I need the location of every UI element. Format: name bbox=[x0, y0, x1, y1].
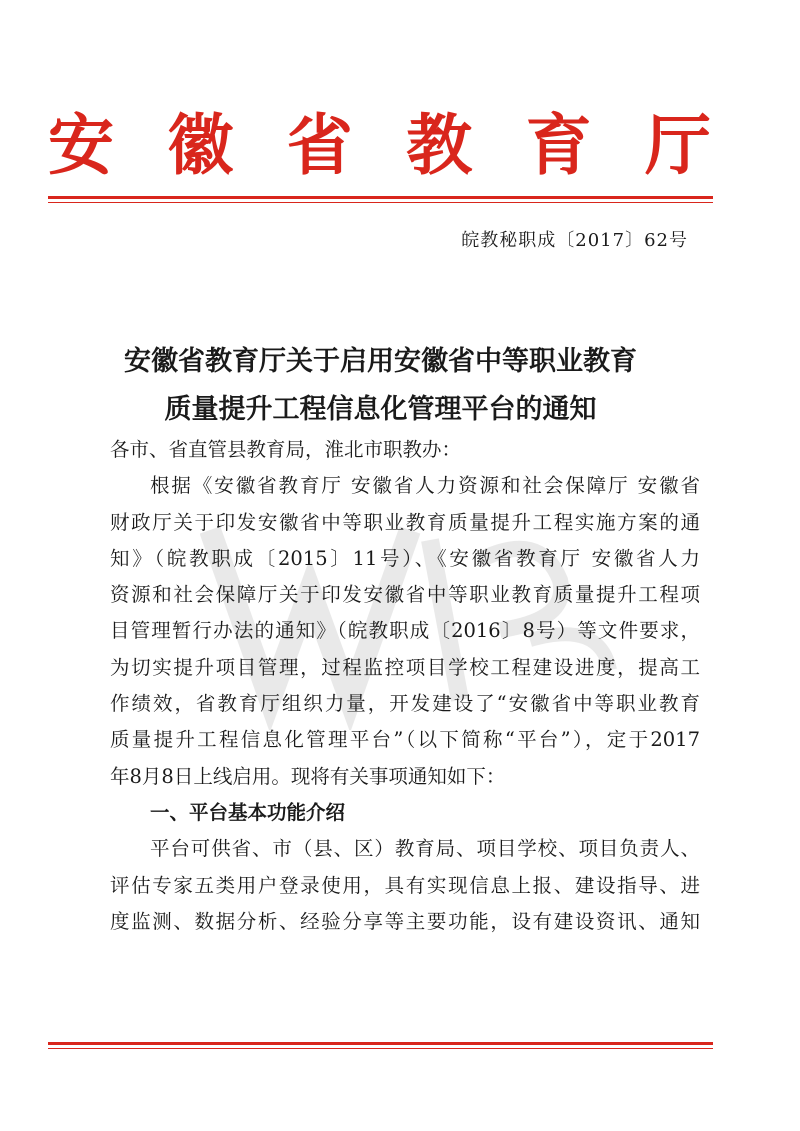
paragraph-line: 目管理暂行办法的通知》（皖教职成〔2016〕8号）等文件要求， bbox=[110, 619, 700, 643]
document-title-line-2: 质量提升工程信息化管理平台的通知 bbox=[164, 394, 597, 425]
salutation: 各市、省直管县教育局，淮北市职教办： bbox=[110, 438, 462, 461]
agency-title: 安徽省教育厅 bbox=[48, 106, 713, 184]
document-body bbox=[110, 432, 700, 940]
paragraph-line: 年8月8日上线启用。现将有关事项通知如下： bbox=[110, 764, 506, 788]
document-number: 皖教秘职成〔2017〕62号 bbox=[461, 230, 688, 251]
paragraph-line: 质量提升工程信息化管理平台”（以下简称“平台”），定于2017 bbox=[110, 728, 700, 752]
document-title bbox=[48, 338, 713, 434]
paragraph-line: 作绩效，省教育厅组织力量，开发建设了“安徽省中等职业教育 bbox=[110, 692, 700, 716]
section-heading: 一、平台基本功能介绍 bbox=[150, 800, 346, 824]
paragraph-line: 根据《安徽省教育厅 安徽省人力资源和社会保障厅 安徽省 bbox=[150, 474, 700, 498]
paragraph-line: 知》（皖教职成〔2015〕11号）、《安徽省教育厅 安徽省人力 bbox=[110, 546, 700, 570]
document-title-line-1: 安徽省教育厅关于启用安徽省中等职业教育 bbox=[124, 346, 637, 377]
paragraph-line: 评估专家五类用户登录使用，具有实现信息上报、建设指导、进 bbox=[110, 873, 700, 897]
paragraph-line: 资源和社会保障厅关于印发安徽省中等职业教育质量提升工程项 bbox=[110, 583, 700, 607]
paragraph-line: 为切实提升项目管理，过程监控项目学校工程建设进度，提高工 bbox=[110, 655, 700, 679]
red-footer-rule bbox=[48, 1042, 713, 1049]
red-header-rule bbox=[48, 196, 713, 203]
paragraph-line: 财政厅关于印发安徽省中等职业教育质量提升工程实施方案的通 bbox=[110, 510, 700, 534]
paragraph-line: 平台可供省、市（县、区）教育局、项目学校、项目负责人、 bbox=[150, 837, 700, 861]
paragraph-line: 度监测、数据分析、经验分享等主要功能，设有建设资讯、通知 bbox=[110, 909, 700, 933]
